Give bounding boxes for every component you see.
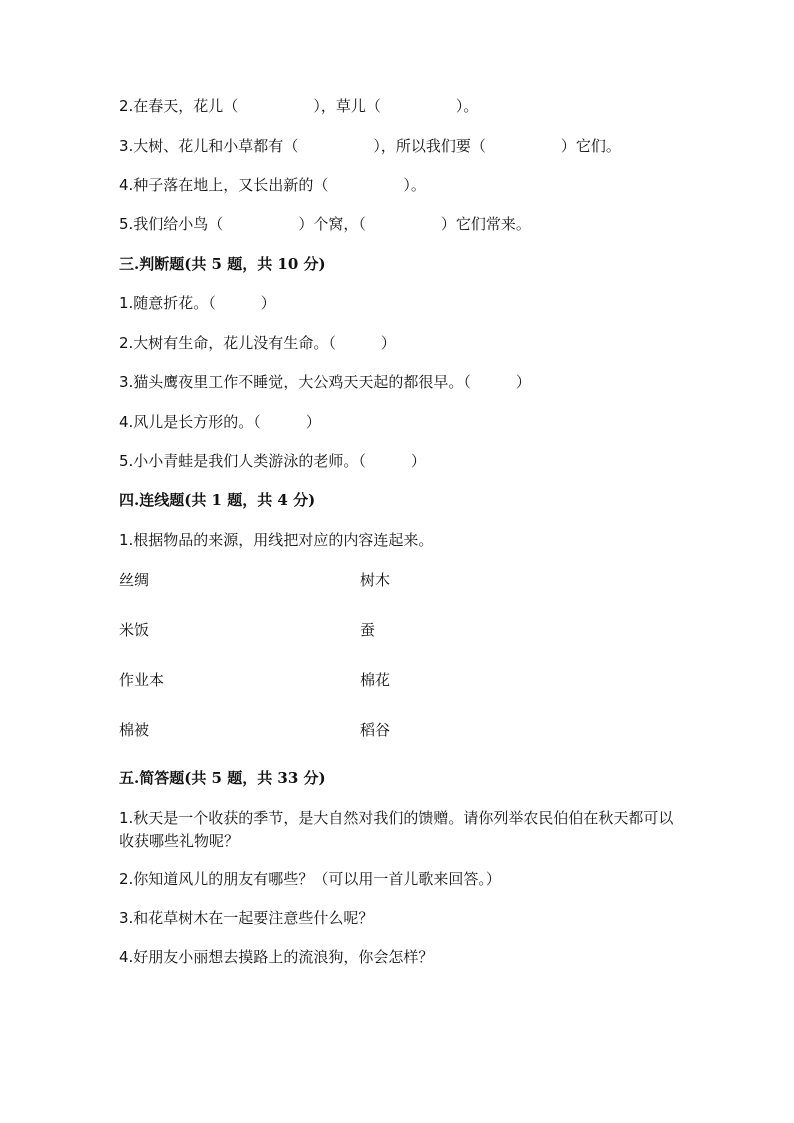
short-answer-item-1: 1.秋天是一个收获的季节，是大自然对我们的馈赠。请你列举农民伯伯在秋天都可以收获哪些礼物呢？ <box>119 809 674 850</box>
match-left-item: 棉被 <box>119 721 150 739</box>
judge-item-2: 2.大树有生命，花儿没有生命。（ ） <box>119 334 396 352</box>
match-left-item: 作业本 <box>119 671 165 689</box>
judge-item-4: 4.风儿是长方形的。（ ） <box>119 413 321 431</box>
match-left-item: 丝绸 <box>119 571 150 589</box>
matching-question: 1.根据物品的来源，用线把对应的内容连起来。 <box>119 531 434 549</box>
short-answer-item-4: 4.好朋友小丽想去摸路上的流浪狗，你会怎样？ <box>119 948 434 966</box>
judge-item-5: 5.小小青蛙是我们人类游泳的老师。（ ） <box>119 452 426 470</box>
match-right-item: 树木 <box>360 571 391 589</box>
section-5-title: 五.简答题(共 5 题，共 33 分) <box>119 769 326 787</box>
fill-blank-item-2: 2.在春天，花儿（ ），草儿（ ）。 <box>119 97 479 115</box>
section-3-title: 三.判断题(共 5 题，共 10 分) <box>119 255 326 273</box>
fill-blank-item-5: 5.我们给小鸟（ ）个窝，（ ）它们常来。 <box>119 215 531 233</box>
short-answer-item-2: 2.你知道风儿的朋友有哪些？（可以用一首儿歌来回答。） <box>119 870 501 888</box>
match-right-item: 蚕 <box>360 621 376 639</box>
judge-item-3: 3.猫头鹰夜里工作不睡觉，大公鸡天天起的都很早。（ ） <box>119 373 531 391</box>
match-right-item: 棉花 <box>360 671 391 689</box>
short-answer-item-3: 3.和花草树木在一起要注意些什么呢？ <box>119 909 374 927</box>
section-4-title: 四.连线题(共 1 题，共 4 分) <box>119 491 316 509</box>
match-right-item: 稻谷 <box>360 721 391 739</box>
fill-blank-item-4: 4.种子落在地上，又长出新的（ ）。 <box>119 176 426 194</box>
fill-blank-item-3: 3.大树、花儿和小草都有（ ），所以我们要（ ）它们。 <box>119 137 621 155</box>
match-left-item: 米饭 <box>119 621 150 639</box>
judge-item-1: 1.随意折花。（ ） <box>119 294 276 312</box>
